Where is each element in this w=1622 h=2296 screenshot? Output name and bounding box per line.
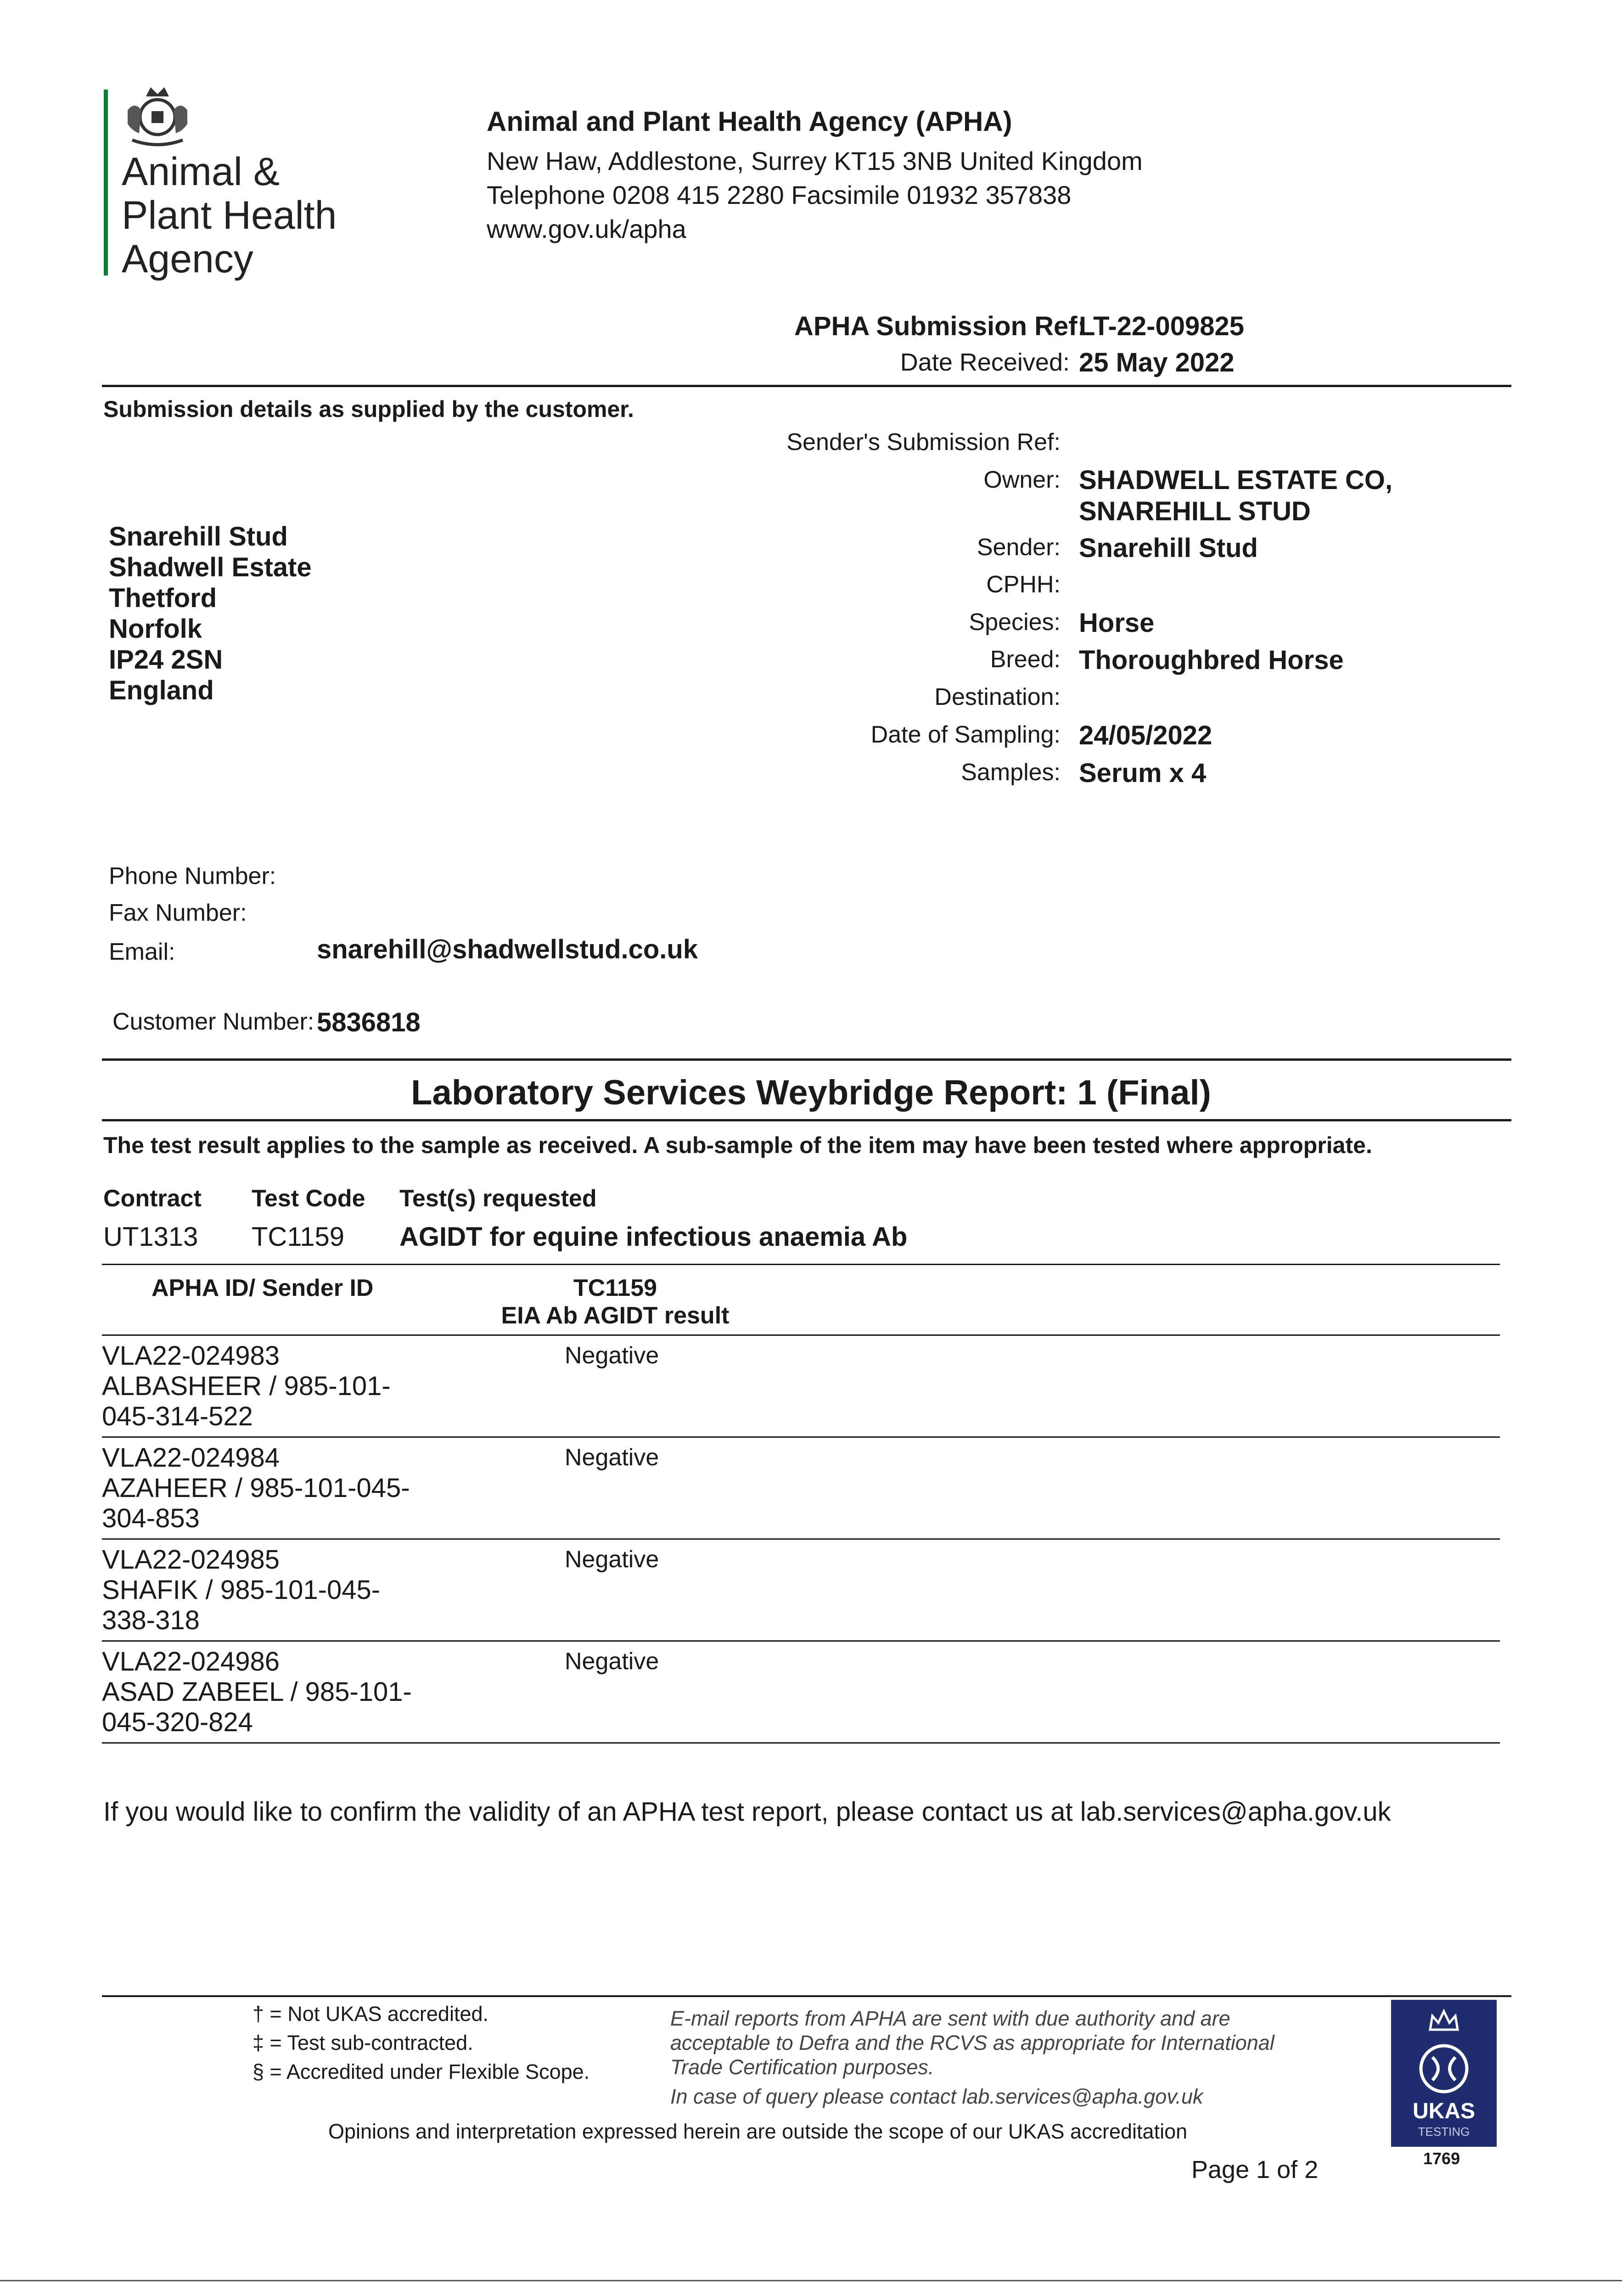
row-apha-id: VLA22-024984 xyxy=(102,1443,280,1473)
address-line-3: Thetford xyxy=(109,583,217,613)
logo-line-2: Plant Health xyxy=(122,193,337,237)
row-result: Negative xyxy=(565,1546,659,1573)
address-line-1: Snarehill Stud xyxy=(109,522,288,551)
results-col1-header: APHA ID/ Sender ID xyxy=(152,1275,374,1301)
ukas-number: 1769 xyxy=(1423,2149,1460,2168)
submission-ref-label: APHA Submission Ref: xyxy=(794,311,1086,341)
ukas-badge xyxy=(1391,2000,1497,2147)
customer-section-heading: Submission details as supplied by the customer. xyxy=(103,396,634,422)
ukas-emblem-icon xyxy=(1416,2041,1471,2096)
logo-green-bar xyxy=(104,90,108,276)
report-disclaimer: The test result applies to the sample as received. A sub-sample of the item may have been tested where appropriate. xyxy=(103,1132,1372,1158)
report-title: Laboratory Services Weybridge Report: 1 (Final) xyxy=(411,1073,1211,1112)
legend-flexible-scope: § = Accredited under Flexible Scope. xyxy=(253,2060,590,2083)
cphh-label: CPHH: xyxy=(986,571,1061,598)
row-sender-id-line-2: 045-320-824 xyxy=(102,1707,253,1737)
sender-label: Sender: xyxy=(977,534,1061,561)
report-divider-top xyxy=(102,1058,1511,1061)
date-of-sampling-value: 24/05/2022 xyxy=(1079,720,1212,750)
breed-label: Breed: xyxy=(990,646,1061,673)
row-result: Negative xyxy=(565,1648,659,1675)
results-table-top-border xyxy=(102,1264,1500,1265)
row-sender-id-line-2: 338-318 xyxy=(102,1605,200,1635)
row-sender-id-line-1: AZAHEER / 985-101-045- xyxy=(102,1473,410,1503)
email-note-line-1: E-mail reports from APHA are sent with due authority and are xyxy=(670,2007,1230,2030)
samples-label: Samples: xyxy=(961,759,1061,786)
phone-label: Phone Number: xyxy=(109,863,276,889)
ukas-opinions-note: Opinions and interpretation expressed herein are outside the scope of our UKAS accreditation xyxy=(328,2120,1188,2143)
email-label: Email: xyxy=(109,939,175,965)
row-sender-id-line-2: 045-314-522 xyxy=(102,1401,253,1431)
owner-value-line-2: SNAREHILL STUD xyxy=(1079,496,1311,526)
row-result: Negative xyxy=(565,1444,659,1471)
row-sender-id-line-1: ASAD ZABEEL / 985-101- xyxy=(102,1677,412,1707)
validity-note: If you would like to confirm the validity of an APHA test report, please contact us at lab.services@apha.gov.uk xyxy=(103,1797,1391,1827)
destination-label: Destination: xyxy=(934,684,1061,710)
date-received-label: Date Received: xyxy=(900,349,1070,376)
species-label: Species: xyxy=(969,609,1061,636)
fax-label: Fax Number: xyxy=(109,900,247,926)
test-requested-value: AGIDT for equine infectious anaemia Ab xyxy=(399,1222,908,1252)
customer-number-label: Customer Number: xyxy=(112,1008,314,1035)
test-code-header: Test Code xyxy=(252,1185,365,1212)
tests-requested-header: Test(s) requested xyxy=(399,1185,597,1212)
page-bottom-edge xyxy=(0,2280,1622,2281)
report-divider-bottom xyxy=(102,1119,1511,1121)
page-number: Page 1 of 2 xyxy=(1191,2156,1319,2183)
row-divider xyxy=(102,1436,1500,1438)
row-apha-id: VLA22-024985 xyxy=(102,1545,280,1575)
org-address: New Haw, Addlestone, Surrey KT15 3NB United Kingdom xyxy=(487,146,1143,175)
samples-value: Serum x 4 xyxy=(1079,758,1207,788)
email-note-line-3: Trade Certification purposes. xyxy=(670,2055,934,2079)
logo-line-1: Animal & xyxy=(122,150,280,194)
ukas-sub-label: TESTING xyxy=(1418,2125,1470,2138)
row-divider xyxy=(102,1640,1500,1642)
date-received-value: 25 May 2022 xyxy=(1079,348,1235,377)
row-sender-id-line-2: 304-853 xyxy=(102,1503,200,1533)
ukas-label: UKAS xyxy=(1412,2099,1475,2123)
results-header-border xyxy=(102,1334,1500,1336)
row-divider xyxy=(102,1538,1500,1540)
email-note-line-4: In case of query please contact lab.services@apha.gov.uk xyxy=(670,2085,1203,2108)
royal-crest-icon xyxy=(118,83,196,152)
legend-not-accredited: † = Not UKAS accredited. xyxy=(253,2002,489,2026)
submission-ref-value: LT-22-009825 xyxy=(1079,311,1245,341)
date-of-sampling-label: Date of Sampling: xyxy=(870,721,1061,748)
contract-header: Contract xyxy=(103,1185,202,1212)
results-col2-header-name: EIA Ab AGIDT result xyxy=(501,1302,730,1329)
email-note-line-2: acceptable to Defra and the RCVS as appropriate for International xyxy=(670,2031,1274,2054)
species-value: Horse xyxy=(1079,608,1155,638)
legend-sub-contracted: ‡ = Test sub-contracted. xyxy=(253,2031,473,2054)
breed-value: Thoroughbred Horse xyxy=(1079,645,1344,675)
row-result: Negative xyxy=(565,1342,659,1369)
crown-icon xyxy=(1426,2007,1462,2034)
footer-divider xyxy=(102,1995,1511,1997)
address-line-2: Shadwell Estate xyxy=(109,552,312,582)
address-line-4: Norfolk xyxy=(109,614,202,644)
customer-number-value: 5836818 xyxy=(317,1007,421,1037)
org-phone-fax: Telephone 0208 415 2280 Facsimile 01932 357838 xyxy=(487,180,1072,209)
email-value[interactable]: snarehill@shadwellstud.co.uk xyxy=(317,934,698,964)
test-code-value: TC1159 xyxy=(252,1222,345,1252)
results-col2-header-code: TC1159 xyxy=(573,1275,657,1301)
results-table-bottom-border xyxy=(102,1742,1500,1744)
header-divider xyxy=(102,385,1511,387)
owner-label: Owner: xyxy=(983,467,1061,493)
address-line-6: England xyxy=(109,675,214,705)
sender-value: Snarehill Stud xyxy=(1079,533,1258,563)
org-name: Animal and Plant Health Agency (APHA) xyxy=(487,106,1012,137)
row-apha-id: VLA22-024986 xyxy=(102,1647,280,1677)
row-apha-id: VLA22-024983 xyxy=(102,1341,280,1371)
row-sender-id-line-1: SHAFIK / 985-101-045- xyxy=(102,1575,381,1605)
org-website[interactable]: www.gov.uk/apha xyxy=(487,214,686,243)
row-sender-id-line-1: ALBASHEER / 985-101- xyxy=(102,1371,391,1401)
contract-value: UT1313 xyxy=(103,1222,198,1252)
owner-value-line-1: SHADWELL ESTATE CO, xyxy=(1079,465,1393,495)
sender-ref-label: Sender's Submission Ref: xyxy=(786,429,1061,456)
address-line-5: IP24 2SN xyxy=(109,645,223,675)
logo-line-3: Agency xyxy=(122,237,253,281)
